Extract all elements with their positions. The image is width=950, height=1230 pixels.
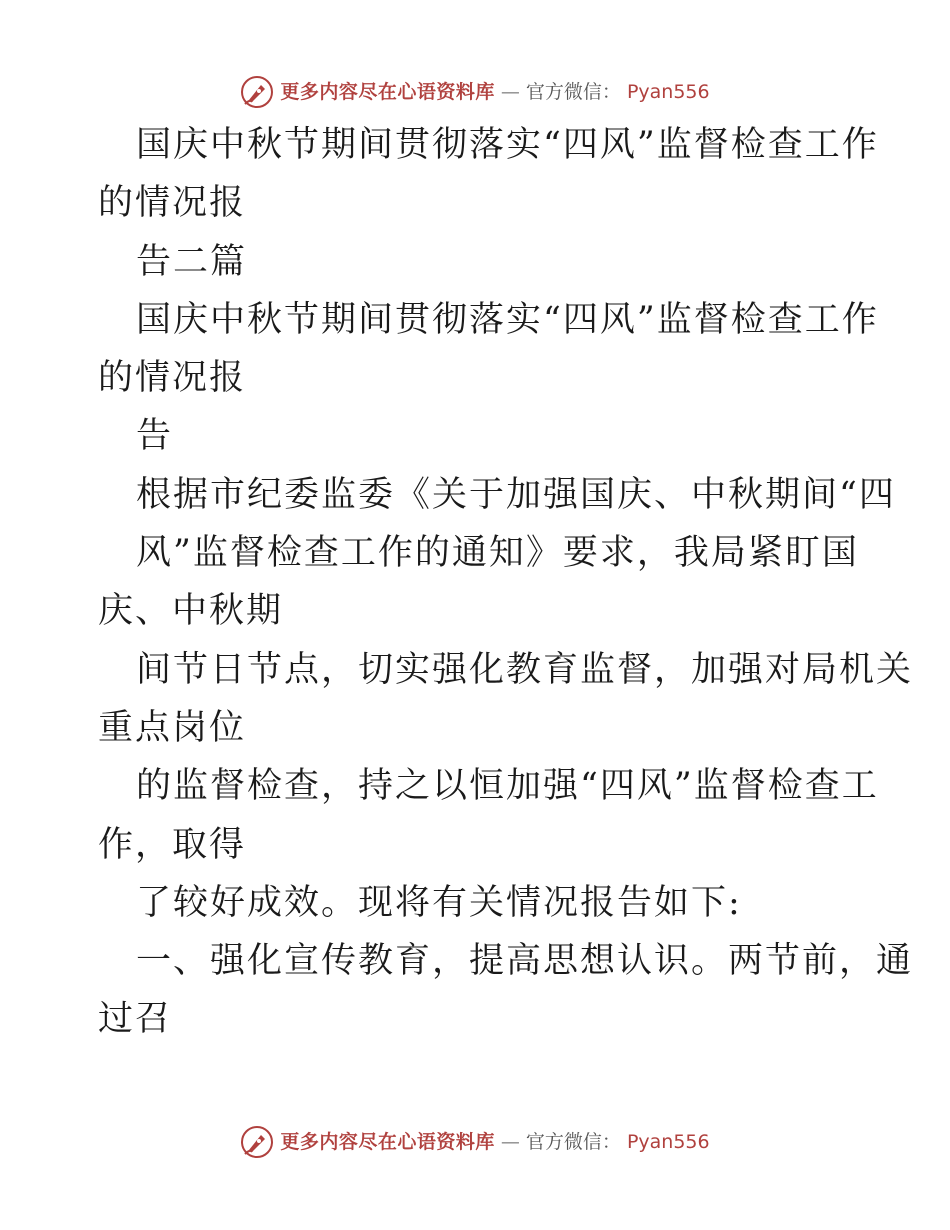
doc-line-5: 的情况报 <box>98 358 247 399</box>
footer-dash: — <box>500 1131 520 1153</box>
doc-line-6: 告 <box>136 416 174 457</box>
doc-line-16: 过召 <box>98 999 173 1040</box>
doc-line-1: 国庆中秋节期间贯彻落实“四风”监督检查工作 <box>136 125 879 165</box>
doc-line-15: 一、强化宣传教育，提高思想认识。两节前，通 <box>136 941 914 982</box>
doc-line-14: 了较好成效。现将有关情况报告如下: <box>136 882 742 923</box>
header-dash: — <box>500 81 520 103</box>
pen-nib-logo-icon <box>240 75 274 109</box>
doc-line-2: 的情况报 <box>98 183 247 224</box>
doc-line-10: 间节日节点，切实强化教育监督，加强对局机关 <box>136 649 914 690</box>
doc-line-8: 风”监督检查工作的通知》要求，我局紧盯国 <box>136 533 859 574</box>
doc-line-9: 庆、中秋期 <box>98 591 284 632</box>
document-body <box>98 116 914 1049</box>
page-footer <box>0 1125 950 1159</box>
doc-line-12: 的监督检查，持之以恒加强“四风”监督检查工 <box>136 766 879 807</box>
footer-contact-id: Pyan556 <box>626 1131 710 1153</box>
footer-contact-label: 官方微信： <box>525 1131 621 1153</box>
doc-line-11: 重点岗位 <box>98 707 247 748</box>
doc-line-13: 作，取得 <box>98 824 247 865</box>
header-contact-label: 官方微信： <box>525 81 621 103</box>
header-promo-text: 更多内容尽在心语资料库 <box>280 81 495 103</box>
header-contact-id: Pyan556 <box>626 81 710 103</box>
pen-nib-logo-icon <box>240 1125 274 1159</box>
doc-line-3: 告二篇 <box>136 241 248 282</box>
footer-promo-text: 更多内容尽在心语资料库 <box>280 1131 495 1153</box>
doc-line-4: 国庆中秋节期间贯彻落实“四风”监督检查工作 <box>136 299 879 340</box>
doc-line-7: 根据市纪委监委《关于加强国庆、中秋期间“四 <box>136 474 896 515</box>
page-header <box>0 75 950 109</box>
